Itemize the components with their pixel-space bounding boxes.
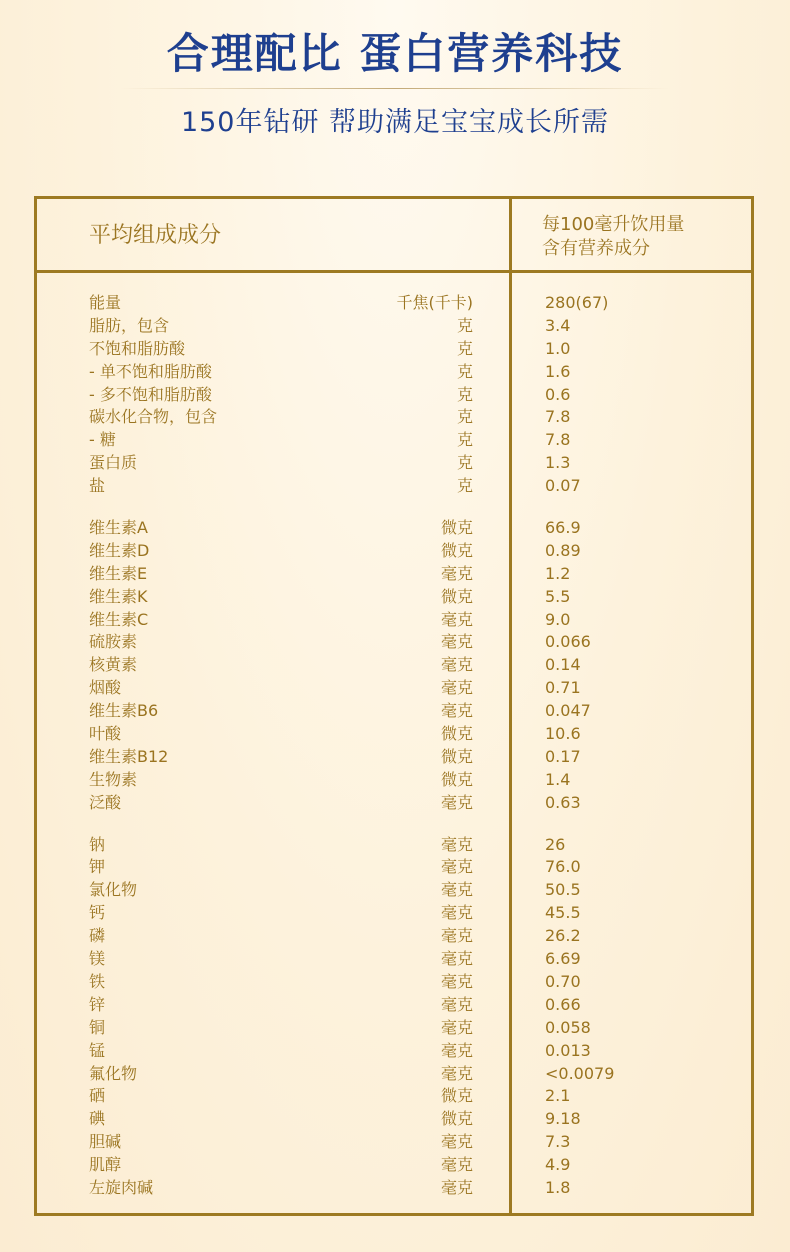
- nutrient-unit: 毫克: [440, 1177, 473, 1197]
- nutrient-unit: 毫克: [440, 1063, 473, 1083]
- nutrient-unit: 毫克: [440, 792, 473, 812]
- nutrient-unit: 毫克: [440, 609, 473, 629]
- nutrient-value: 9.0: [545, 609, 571, 629]
- nutrient-name: 脂肪，包含: [89, 315, 170, 335]
- nutrient-value: 0.89: [545, 540, 581, 560]
- nutrient-unit: 毫克: [440, 926, 473, 946]
- table-row: [37, 1085, 751, 1108]
- nutrient-name: 维生素K: [89, 586, 148, 606]
- nutrition-table: [34, 196, 754, 1216]
- nutrient-value: 0.66: [545, 994, 581, 1014]
- nutrient-name: 硫胺素: [89, 632, 138, 652]
- nutrient-name: 盐: [89, 476, 106, 496]
- nutrient-unit: 克: [456, 453, 473, 473]
- nutrient-unit: 克: [456, 430, 473, 450]
- table-row: [37, 361, 751, 384]
- nutrient-value: 1.3: [545, 453, 571, 473]
- nutrient-value: 7.3: [545, 1132, 571, 1152]
- nutrient-unit: 毫克: [440, 1040, 473, 1060]
- nutrient-name: 维生素D: [89, 540, 150, 560]
- nutrient-value: 0.63: [545, 792, 581, 812]
- nutrient-name: 铜: [89, 1017, 106, 1037]
- table-row: [37, 540, 751, 563]
- nutrient-unit: 毫克: [440, 949, 473, 969]
- nutrient-name: 叶酸: [89, 724, 122, 744]
- nutrient-value: 3.4: [545, 315, 571, 335]
- nutrient-name: 碳水化合物，包含: [89, 407, 218, 427]
- nutrient-name: - 多不饱和脂肪酸: [89, 384, 212, 404]
- column-header-per-100ml-line2: 含有营养成分: [542, 238, 650, 259]
- nutrient-unit: 克: [456, 476, 473, 496]
- nutrient-value: 2.1: [545, 1086, 571, 1106]
- nutrient-group: [37, 517, 751, 815]
- nutrient-unit: 克: [456, 384, 473, 404]
- nutrient-unit: 毫克: [440, 701, 473, 721]
- nutrient-unit: 毫克: [440, 1132, 473, 1152]
- table-row: [37, 879, 751, 902]
- nutrient-unit: 毫克: [440, 655, 473, 675]
- nutrient-unit: 微克: [440, 1086, 473, 1106]
- nutrient-value: 6.69: [545, 949, 581, 969]
- nutrient-name: 维生素C: [89, 609, 149, 629]
- nutrient-name: 硒: [89, 1086, 106, 1106]
- nutrient-name: 锌: [89, 994, 106, 1014]
- nutrient-unit: 克: [456, 361, 473, 381]
- nutrient-name: 磷: [89, 926, 106, 946]
- nutrient-name: 能量: [89, 293, 122, 312]
- nutrient-value: 26: [545, 834, 566, 854]
- nutrient-value: <0.0079: [545, 1063, 615, 1083]
- nutrient-unit: 微克: [440, 724, 473, 744]
- nutrient-unit: 毫克: [440, 1017, 473, 1037]
- nutrient-value: 1.8: [545, 1177, 571, 1197]
- table-row: [37, 1131, 751, 1154]
- table-row: [37, 856, 751, 879]
- nutrient-name: 生物素: [89, 769, 138, 789]
- nutrient-unit: 毫克: [440, 857, 473, 877]
- subheadline: 150年钻研 帮助满足宝宝成长所需: [180, 107, 610, 138]
- nutrient-unit: 微克: [440, 586, 473, 606]
- nutrient-unit: 微克: [440, 769, 473, 789]
- table-row: [37, 1017, 751, 1040]
- table-row: [37, 452, 751, 475]
- nutrient-value: 0.066: [545, 632, 591, 652]
- nutrient-unit: 毫克: [440, 563, 473, 583]
- nutrient-name: 不饱和脂肪酸: [89, 338, 186, 358]
- nutrient-value: 50.5: [545, 880, 581, 900]
- table-row: [37, 654, 751, 677]
- headline: 合理配比 蛋白营养科技: [166, 29, 624, 78]
- nutrient-value: 7.8: [545, 407, 571, 427]
- nutrient-name: 镁: [89, 949, 106, 969]
- nutrient-group: [37, 292, 751, 498]
- nutrient-unit: 微克: [440, 540, 473, 560]
- table-row: [37, 1177, 751, 1200]
- table-row: [37, 700, 751, 723]
- table-row: [37, 834, 751, 857]
- nutrient-value: 0.047: [545, 701, 591, 721]
- column-header-per-100ml-line1: 每100毫升饮用量: [542, 214, 685, 235]
- nutrient-value: 1.2: [545, 563, 571, 583]
- table-row: [37, 723, 751, 746]
- nutrient-value: 9.18: [545, 1109, 581, 1129]
- nutrient-unit: 克: [456, 407, 473, 427]
- nutrient-value: 7.8: [545, 430, 571, 450]
- table-row: [37, 1063, 751, 1086]
- nutrient-name: 锰: [89, 1040, 106, 1060]
- nutrient-value: 0.013: [545, 1040, 591, 1060]
- table-row: [37, 792, 751, 815]
- nutrient-unit: 微克: [440, 1109, 473, 1129]
- nutrient-unit: 毫克: [440, 903, 473, 923]
- nutrient-name: 氯化物: [89, 880, 138, 900]
- nutrient-value: 10.6: [545, 724, 581, 744]
- nutrition-rows: [37, 292, 751, 1219]
- nutrient-name: 钙: [89, 903, 106, 923]
- column-header-per-100ml: [542, 213, 742, 261]
- nutrient-value: 26.2: [545, 926, 581, 946]
- nutrient-unit: 毫克: [440, 1155, 473, 1175]
- table-row: [37, 631, 751, 654]
- nutrient-unit: 微克: [440, 746, 473, 766]
- table-row: [37, 1040, 751, 1063]
- table-row: [37, 475, 751, 498]
- table-row: [37, 1154, 751, 1177]
- nutrient-name: 肌醇: [89, 1155, 122, 1175]
- nutrient-name: 钠: [89, 834, 106, 854]
- nutrient-name: 铁: [89, 971, 106, 991]
- nutrient-unit: 克: [456, 338, 473, 358]
- nutrient-name: 核黄素: [89, 655, 138, 675]
- nutrient-unit: 千焦(千卡): [396, 293, 473, 312]
- nutrient-name: 胆碱: [89, 1132, 122, 1152]
- nutrient-value: 66.9: [545, 518, 581, 538]
- nutrient-name: 烟酸: [89, 678, 122, 698]
- nutrient-name: 维生素E: [89, 563, 148, 583]
- nutrient-name: 氟化物: [89, 1063, 138, 1083]
- nutrient-value: 0.17: [545, 746, 581, 766]
- table-row: [37, 677, 751, 700]
- nutrient-value: 76.0: [545, 857, 581, 877]
- table-row: [37, 1108, 751, 1131]
- nutrient-value: 5.5: [545, 586, 571, 606]
- table-row: [37, 406, 751, 429]
- nutrient-unit: 毫克: [440, 880, 473, 900]
- nutrient-unit: 毫克: [440, 971, 473, 991]
- header-divider: [120, 88, 670, 89]
- nutrient-value: 0.058: [545, 1017, 591, 1037]
- table-row: [37, 338, 751, 361]
- nutrient-value: 280(67): [545, 293, 609, 312]
- table-row: [37, 315, 751, 338]
- table-row: [37, 429, 751, 452]
- nutrient-name: - 单不饱和脂肪酸: [89, 361, 212, 381]
- table-row: [37, 925, 751, 948]
- nutrient-value: 0.71: [545, 678, 581, 698]
- nutrient-value: 0.14: [545, 655, 581, 675]
- nutrient-unit: 毫克: [440, 834, 473, 854]
- nutrient-name: 泛酸: [89, 792, 122, 812]
- nutrient-value: 1.4: [545, 769, 571, 789]
- header-row-divider: [37, 270, 751, 273]
- nutrient-value: 45.5: [545, 903, 581, 923]
- nutrient-name: 维生素B6: [89, 701, 159, 721]
- column-header-composition: 平均组成成分: [89, 223, 222, 248]
- nutrient-unit: 微克: [440, 518, 473, 538]
- nutrient-name: - 糖: [89, 430, 116, 450]
- nutrient-value: 1.6: [545, 361, 571, 381]
- table-row: [37, 746, 751, 769]
- nutrient-name: 左旋肉碱: [89, 1177, 154, 1197]
- nutrient-value: 4.9: [545, 1155, 571, 1175]
- table-row: [37, 769, 751, 792]
- table-row: [37, 517, 751, 540]
- nutrient-value: 0.70: [545, 971, 581, 991]
- table-row: [37, 902, 751, 925]
- nutrient-name: 钾: [89, 857, 106, 877]
- nutrient-name: 维生素B12: [89, 746, 169, 766]
- nutrient-value: 0.07: [545, 476, 581, 496]
- nutrient-unit: 克: [456, 315, 473, 335]
- table-row: [37, 609, 751, 632]
- nutrient-unit: 毫克: [440, 632, 473, 652]
- table-row: [37, 994, 751, 1017]
- nutrient-name: 维生素A: [89, 518, 148, 538]
- table-row: [37, 563, 751, 586]
- table-row: [37, 948, 751, 971]
- table-row: [37, 384, 751, 407]
- nutrient-name: 蛋白质: [89, 453, 138, 473]
- nutrient-value: 1.0: [545, 338, 571, 358]
- nutrient-unit: 毫克: [440, 994, 473, 1014]
- nutrient-name: 碘: [89, 1109, 106, 1129]
- table-row: [37, 971, 751, 994]
- nutrient-value: 0.6: [545, 384, 571, 404]
- nutrient-group: [37, 834, 751, 1200]
- nutrient-unit: 毫克: [440, 678, 473, 698]
- table-row: [37, 586, 751, 609]
- table-row: [37, 292, 751, 315]
